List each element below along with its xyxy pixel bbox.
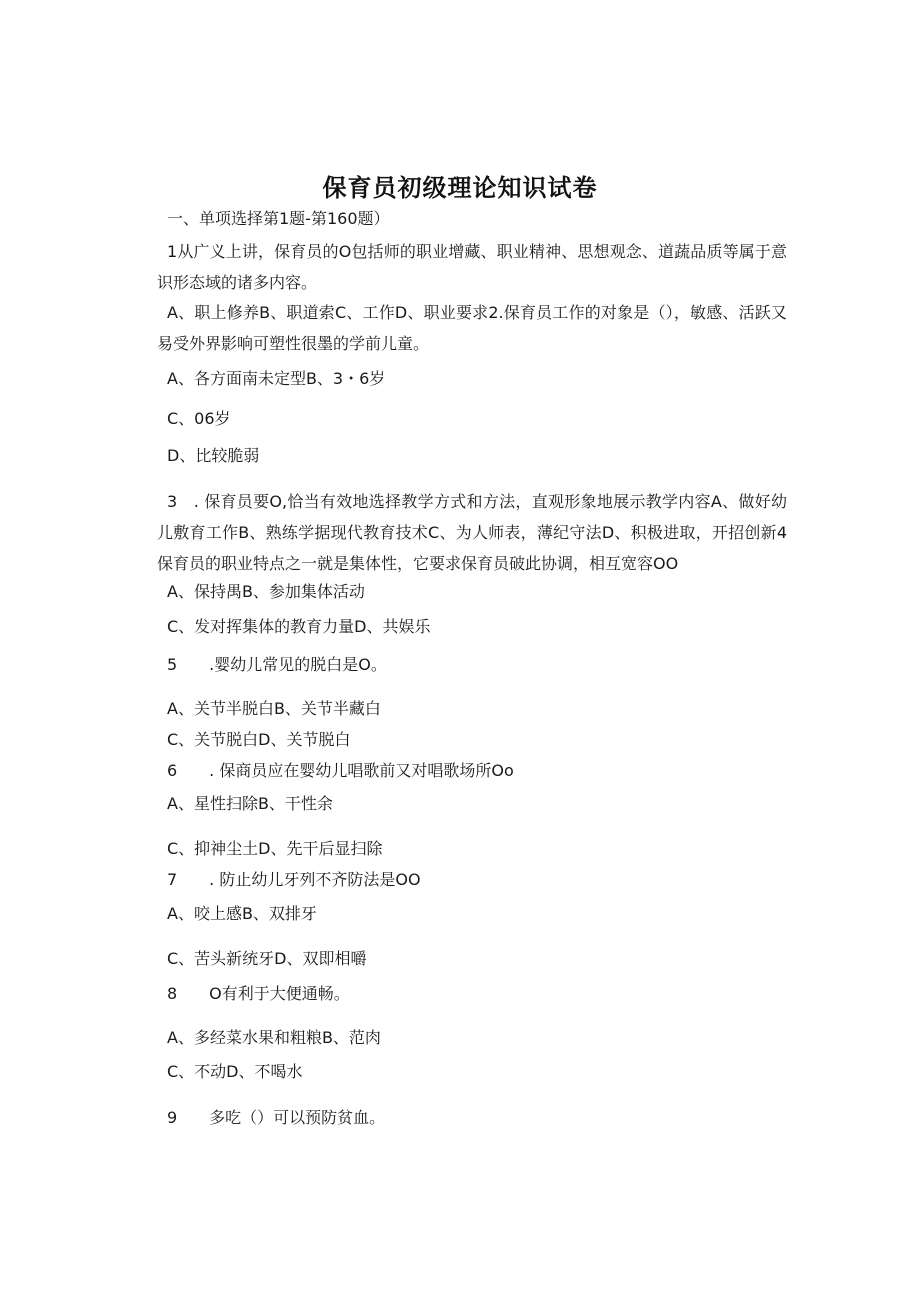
question-5: 5 .婴幼儿常见的脱白是O。 — [167, 655, 387, 674]
question-6-option-ab: A、星性扫除B、干性余 — [167, 794, 333, 813]
question-7-option-ab: A、咬上感B、双排牙 — [167, 904, 317, 923]
question-4-option-ab: A、保持禺B、参加集体活动 — [167, 582, 365, 601]
question-2-option-c: C、06岁 — [167, 409, 231, 428]
question-5-option-cd: C、关节脱白D、关节脱白 — [167, 730, 351, 749]
question-1: 1从广义上讲，保育员的O包括师的职业增藏、职业精神、思想观念、道蔬品质等属于意识形态域的诸多内容。 — [157, 242, 787, 292]
question-9: 9 多吃（）可以预防贫血。 — [167, 1108, 386, 1127]
question-8: 8 O有利于大便通畅。 — [167, 984, 350, 1003]
question-1-options-question-2: A、职上修养B、职道索C、工作D、职业要求2.保育员工作的对象是（），敏感、活跃又易受外界影响可塑性很墨的学前儿童。 — [157, 303, 787, 353]
question-8-option-ab: A、多经菜水果和粗粮B、范肉 — [167, 1028, 381, 1047]
question-4-option-cd: C、发对挥集体的教育力量D、共娱乐 — [167, 617, 431, 636]
question-8-option-cd: C、不动D、不喝水 — [167, 1062, 303, 1081]
section-heading: 一、单项选择第1题-第160题） — [167, 209, 390, 228]
question-7-option-cd: C、苦头新统牙D、双即相嚼 — [167, 949, 367, 968]
page-title: 保育员初级理论知识试卷 — [322, 174, 598, 202]
question-2-option-d: D、比较脆弱 — [167, 446, 260, 465]
question-2-option-ab: A、各方面南未定型B、3・6岁 — [167, 369, 386, 388]
question-6-option-cd: C、抑神尘土D、先干后显扫除 — [167, 839, 383, 858]
question-3-and-4: 3 . 保育员要O,恰当有效地选择教学方式和方法，直观形象地展示教学内容A、做好幼儿敷育工作B、熟练学据现代教育技术C、为人师表，薄纪守法D、积极进取，开招创新4保育员的职业特点之一就是集体性，它要求保育员破此协调，相互宽容OO — [157, 492, 787, 573]
question-5-option-ab: A、关节半脱白B、关节半藏白 — [167, 699, 381, 718]
question-7: 7 . 防止幼儿牙列不齐防法是OO — [167, 870, 421, 889]
question-6: 6 . 保商员应在婴幼儿唱歌前又对唱歌场所Oo — [167, 761, 514, 780]
